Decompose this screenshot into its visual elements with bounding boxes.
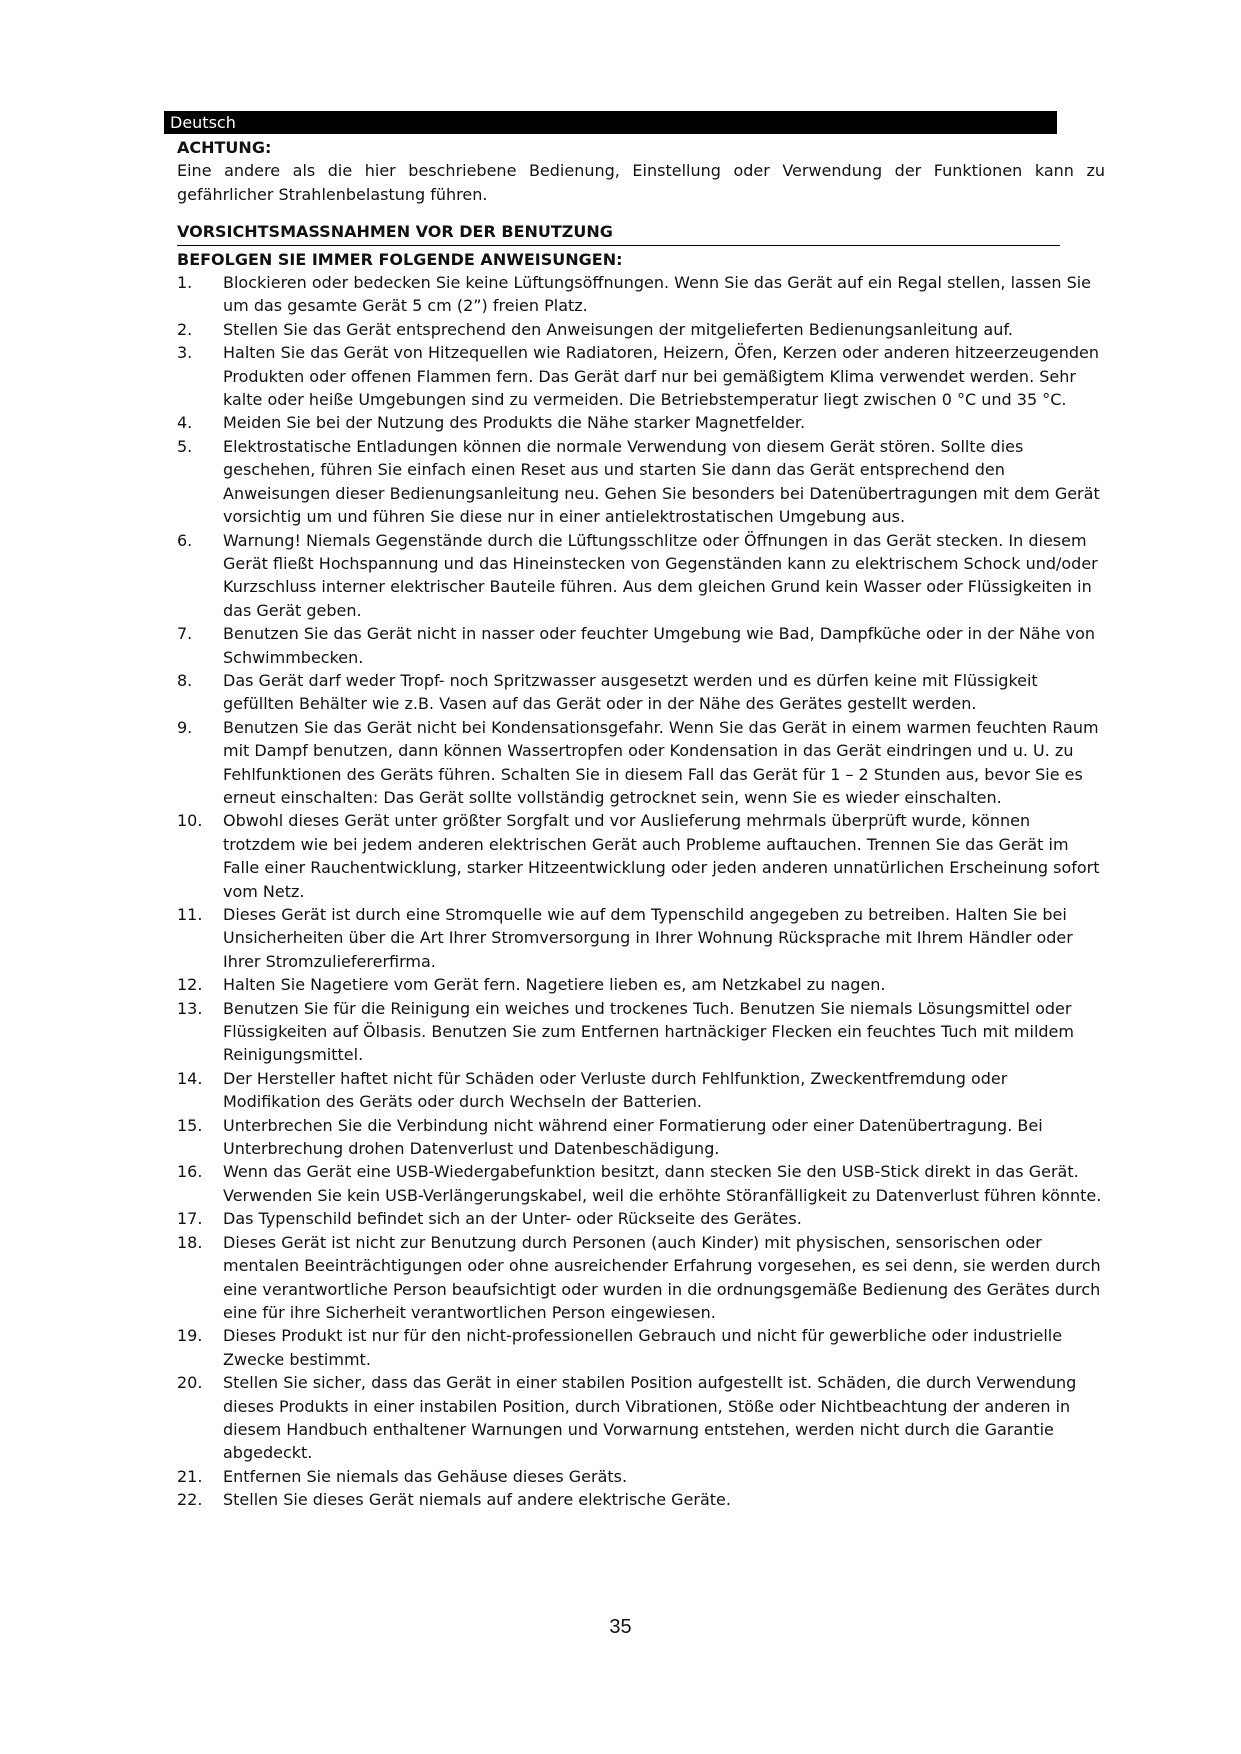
item-number: 12.: [177, 975, 203, 995]
item-text: Das Gerät darf weder Tropf- noch Spritzwasser ausgesetzt werden und es dürfen keine mit Flüssigkeit gefüllten Behälter wie z.B. Vasen auf das Gerät oder in der Nähe des Gerätes gestellt werden.: [223, 670, 1038, 714]
item-text: Benutzen Sie das Gerät nicht in nasser oder feuchter Umgebung wie Bad, Dampfküche oder in der Nähe von Schwimmbecken.: [223, 624, 1096, 667]
item-number: 16.: [177, 1162, 203, 1182]
list-item: [177, 1160, 1105, 1207]
item-text: Blockieren oder bedecken Sie keine Lüftungsöffnungen. Wenn Sie das Gerät auf ein Regal stellen, lassen Sie um das gesamte Gerät 5 cm (2”) freien Platz.: [223, 273, 1092, 316]
item-number: 3.: [177, 343, 193, 363]
item-text: Warnung! Niemals Gegenstände durch die Lüftungsschlitze oder Öffnungen in das Gerät stecken. In diesem Gerät fließt Hochspannung und das Hineinstecken von Gegenständen kann zu elektrischem Schock und/oder Kurzschluss interner elektrischer Bauteile führen. Aus dem gleichen Grund kein Wasser oder Flüssigkeiten in das Gerät geben.: [223, 530, 1098, 620]
list-item: [177, 809, 1105, 903]
list-item: [177, 973, 1105, 996]
item-text: Das Typenschild befindet sich an der Unter- oder Rückseite des Gerätes.: [223, 1209, 802, 1229]
list-item: [177, 435, 1105, 529]
list-item: [177, 716, 1105, 810]
item-text: Wenn das Gerät eine USB-Wiedergabefunktion besitzt, dann stecken Sie den USB-Stick direkt in das Gerät. Verwenden Sie kein USB-Verlängerungskabel, weil die erhöhte Störanfälligkeit zu Datenverlust führen könnte.: [223, 1162, 1102, 1205]
content-area: [177, 136, 1105, 1512]
subsection-title: BEFOLGEN SIE IMMER FOLGENDE ANWEISUNGEN:: [177, 249, 623, 269]
item-number: 22.: [177, 1490, 203, 1510]
item-number: 5.: [177, 436, 193, 456]
item-text: Entfernen Sie niemals das Gehäuse dieses Geräts.: [223, 1466, 628, 1486]
language-header-bar: Deutsch: [164, 111, 1057, 134]
list-item: [177, 997, 1105, 1067]
list-item: [177, 411, 1105, 434]
list-item: [177, 529, 1105, 623]
item-text: Obwohl dieses Gerät unter größter Sorgfalt und vor Auslieferung mehrmals überprüft wurde, können trotzdem wie bei jedem anderen elektrischen Gerät auch Probleme auftauchen. Trennen Sie das Gerät im Falle einer Rauchentwicklung, starker Hitzeentwicklung oder jeden anderen unnatürlichen Erscheinung sofort vom Netz.: [223, 811, 1100, 901]
item-text: Dieses Produkt ist nur für den nicht-professionellen Gebrauch und nicht für gewerbliche oder industrielle Zwecke bestimmt.: [223, 1326, 1063, 1369]
list-item: [177, 1207, 1105, 1230]
list-item: [177, 1114, 1105, 1161]
item-number: 17.: [177, 1209, 203, 1229]
item-text: Dieses Gerät ist durch eine Stromquelle wie auf dem Typenschild angegeben zu betreiben. Halten Sie bei Unsicherheiten über die Art Ihrer Stromversorgung in Ihrer Wohnung Rücksprache mit Ihrem Händler oder Ihrer Stromzuliefererfirma.: [223, 905, 1073, 971]
item-text: Stellen Sie dieses Gerät niemals auf andere elektrische Geräte.: [223, 1490, 731, 1510]
list-item: [177, 271, 1105, 318]
page-number: 35: [609, 1616, 632, 1638]
item-number: 1.: [177, 273, 193, 293]
item-text: Stellen Sie das Gerät entsprechend den Anweisungen der mitgelieferten Bedienungsanleitung auf.: [223, 319, 1013, 339]
list-item: [177, 1231, 1105, 1325]
list-item: [177, 669, 1105, 716]
item-number: 15.: [177, 1115, 203, 1135]
item-number: 18.: [177, 1232, 203, 1252]
item-text: Elektrostatische Entladungen können die normale Verwendung von diesem Gerät stören. Sollte dies geschehen, führen Sie einfach einen Reset aus und starten Sie dann das Gerät entsprechend den Anweisungen dieser Bedienungsanleitung neu. Gehen Sie besonders bei Datenübertragungen mit dem Gerät vorsichtig um und führen Sie diese nur in einer antielektrostatischen Umgebung aus.: [223, 436, 1100, 527]
list-item: [177, 1067, 1105, 1114]
list-item: [177, 1488, 1105, 1511]
item-number: 4.: [177, 413, 193, 433]
item-text: Meiden Sie bei der Nutzung des Produkts die Nähe starker Magnetfelder.: [223, 413, 806, 433]
item-number: 20.: [177, 1373, 203, 1393]
item-number: 7.: [177, 624, 193, 644]
item-number: 8.: [177, 670, 193, 690]
section-title: VORSICHTSMASSNAHMEN VOR DER BENUTZUNG: [177, 220, 1060, 245]
list-item: [177, 318, 1105, 341]
list-item: [177, 903, 1105, 973]
list-item: [177, 1371, 1105, 1465]
item-number: 14.: [177, 1068, 203, 1088]
warning-text: Eine andere als die hier beschriebene Bedienung, Einstellung oder Verwendung der Funktionen kann zu gefährlicher Strahlenbelastung führen.: [177, 161, 1105, 204]
item-text: Halten Sie das Gerät von Hitzequellen wie Radiatoren, Heizern, Öfen, Kerzen oder anderen hitzeerzeugenden Produkten oder offenen Flammen fern. Das Gerät darf nur bei gemäßigtem Klima verwendet werden. Sehr kalte oder heiße Umgebungen sind zu vermeiden. Die Betriebstemperatur liegt zwischen 0 °C und 35 °C.: [223, 343, 1100, 410]
list-item: [177, 1324, 1105, 1371]
item-text: Stellen Sie sicher, dass das Gerät in einer stabilen Position aufgestellt ist. Schäden, die durch Verwendung dieses Produkts in einer instabilen Position, durch Vibrationen, Stöße oder Nichtbeachtung der anderen in diesem Handbuch enthaltener Warnungen und Vorwarnung entstehen, werden nicht durch die Garantie abgedeckt.: [223, 1373, 1077, 1463]
item-text: Dieses Gerät ist nicht zur Benutzung durch Personen (auch Kinder) mit physischen, sensorischen oder mentalen Beeinträchtigungen oder ohne ausreichender Erfahrung vorgesehen, es sei denn, sie werden durch eine verantwortliche Person beaufsichtigt oder wurden in die ordnungsgemäße Bedienung des Gerätes durch eine für ihre Sicherheit verantwortlichen Person eingewiesen.: [223, 1232, 1101, 1322]
item-number: 6.: [177, 530, 193, 550]
item-number: 9.: [177, 717, 193, 737]
item-number: 13.: [177, 998, 203, 1018]
item-text: Halten Sie Nagetiere vom Gerät fern. Nagetiere lieben es, am Netzkabel zu nagen.: [223, 975, 886, 995]
item-text: Unterbrechen Sie die Verbindung nicht während einer Formatierung oder einer Datenübertragung. Bei Unterbrechung drohen Datenverlust und Datenbeschädigung.: [223, 1115, 1043, 1159]
item-number: 19.: [177, 1326, 203, 1346]
list-item: [177, 1465, 1105, 1488]
item-text: Benutzen Sie das Gerät nicht bei Kondensationsgefahr. Wenn Sie das Gerät in einem warmen feuchten Raum mit Dampf benutzen, dann können Wassertropfen oder Kondensation in das Gerät eindringen und u. U. zu Fehlfunktionen des Geräts führen. Schalten Sie in diesem Fall das Gerät für 1 – 2 Stunden aus, bevor Sie es erneut einschalten: Das Gerät sollte vollständig getrocknet sein, wenn Sie es wieder einschalten.: [223, 717, 1099, 807]
list-item: [177, 622, 1105, 669]
item-number: 2.: [177, 319, 193, 339]
item-number: 11.: [177, 905, 203, 924]
item-number: 21.: [177, 1466, 203, 1486]
item-text: Benutzen Sie für die Reinigung ein weiches und trockenes Tuch. Benutzen Sie niemals Lösungsmittel oder Flüssigkeiten auf Ölbasis. Benutzen Sie zum Entfernen hartnäckiger Flecken ein feuchtes Tuch mit mildem Reinigungsmittel.: [223, 998, 1074, 1065]
item-text: Der Hersteller haftet nicht für Schäden oder Verluste durch Fehlfunktion, Zweckentfremdung oder Modifikation des Geräts oder durch Wechseln der Batterien.: [223, 1068, 1008, 1112]
list-item: [177, 341, 1105, 411]
precautions-list: [177, 271, 1105, 1512]
item-number: 10.: [177, 811, 203, 831]
warning-title: ACHTUNG:: [177, 138, 272, 157]
